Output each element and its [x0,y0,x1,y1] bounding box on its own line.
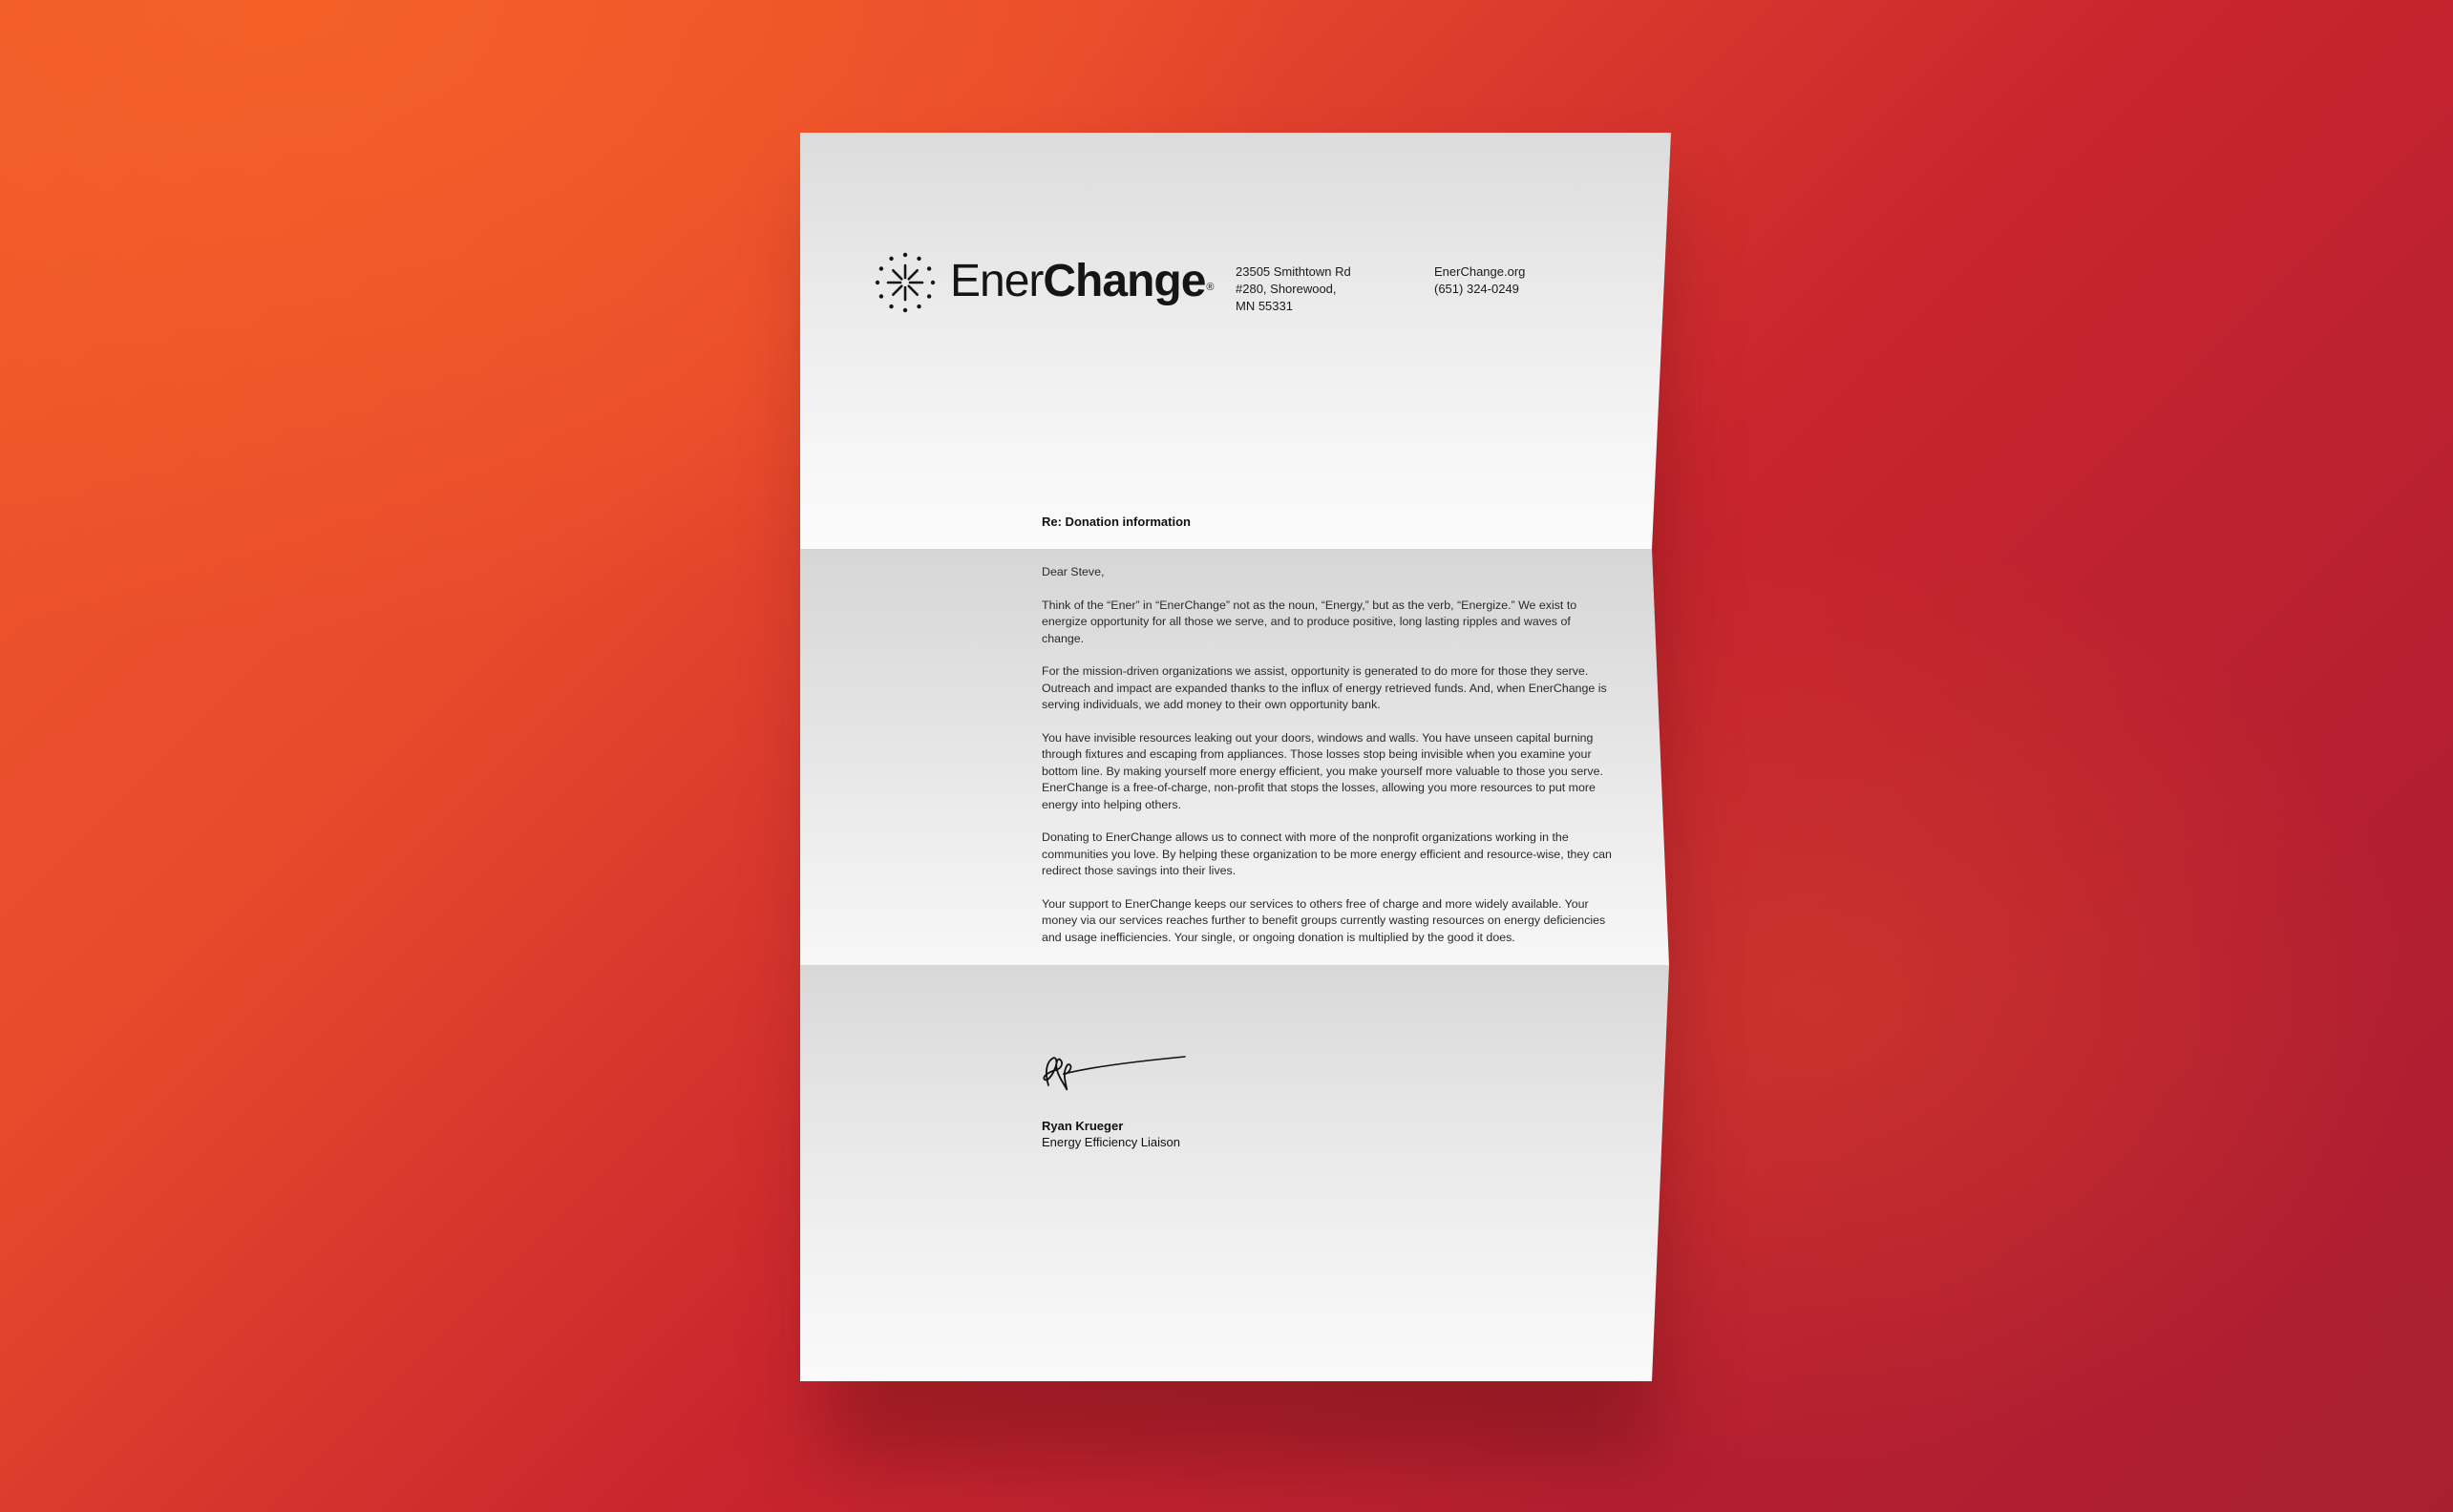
letter-paragraph: Donating to EnerChange allows us to connect with more of the nonprofit organizations working in the communities you love. By helping these organization to be more energy efficient and resource-wise, they can redirect those savings into their lives. [1042,830,1612,877]
address-line-3: MN 55331 [1236,299,1293,313]
address-line-1: 23505 Smithtown Rd [1236,264,1351,279]
contact-website: EnerChange.org [1434,264,1526,279]
signer-name: Ryan Krueger [1042,1119,1124,1133]
letter-paragraph: You have invisible resources leaking out your doors, windows and walls. You have unseen capital burning through fixtures and escaping from appliances. Those losses stop being invisible when you examine your bottom line. By making yourself more energy efficient, you make yourself more valuable to those you serve. EnerChange is a free-of-charge, non-profit that stops the losses, allowing you more resources to put more energy into helping others. [1042,730,1603,811]
registered-mark: ® [1206,282,1214,293]
contact-phone: (651) 324-0249 [1434,282,1519,296]
letter-salutation: Dear Steve, [1042,565,1105,578]
address-line-2: #280, Shorewood, [1236,282,1337,296]
folded-letter [800,133,1671,1381]
handwritten-signature [1039,1030,1192,1106]
letter-subject: Re: Donation information [1042,514,1191,529]
brand-name-bold: Change [1043,256,1206,306]
letter-content [800,133,1671,1381]
letter-paragraph: For the mission-driven organizations we assist, opportunity is generated to do more for those they serve. Outreach and impact are expanded thanks to the influx of energy retrieved funds. And, when EnerChange is serving individuals, we add money to their own opportunity bank. [1042,664,1607,711]
signer-title: Energy Efficiency Liaison [1042,1135,1181,1149]
letterhead-address [1236,263,1351,315]
signature-block [1042,1118,1180,1150]
letter-paragraph: Your support to EnerChange keeps our services to others free of charge and more widely available. Your money via our services reaches further to benefit groups currently wasting resources on energy deficiencies and usage inefficiencies. Your single, or ongoing donation is multiplied by the good it does. [1042,896,1606,944]
letter-paragraph: Think of the “Ener” in “EnerChange” not as the noun, “Energy,” but as the verb, “Energize.” We exist to energize opportunity for all those we serve, and to produce positive, long lasting ripples and waves of change. [1042,598,1577,645]
brand-name-light: Ener [950,256,1044,306]
letterhead-contact [1434,263,1525,298]
sunburst-logo-icon [875,252,936,313]
brand-wordmark [950,255,1213,308]
letter-body [1042,564,1615,962]
